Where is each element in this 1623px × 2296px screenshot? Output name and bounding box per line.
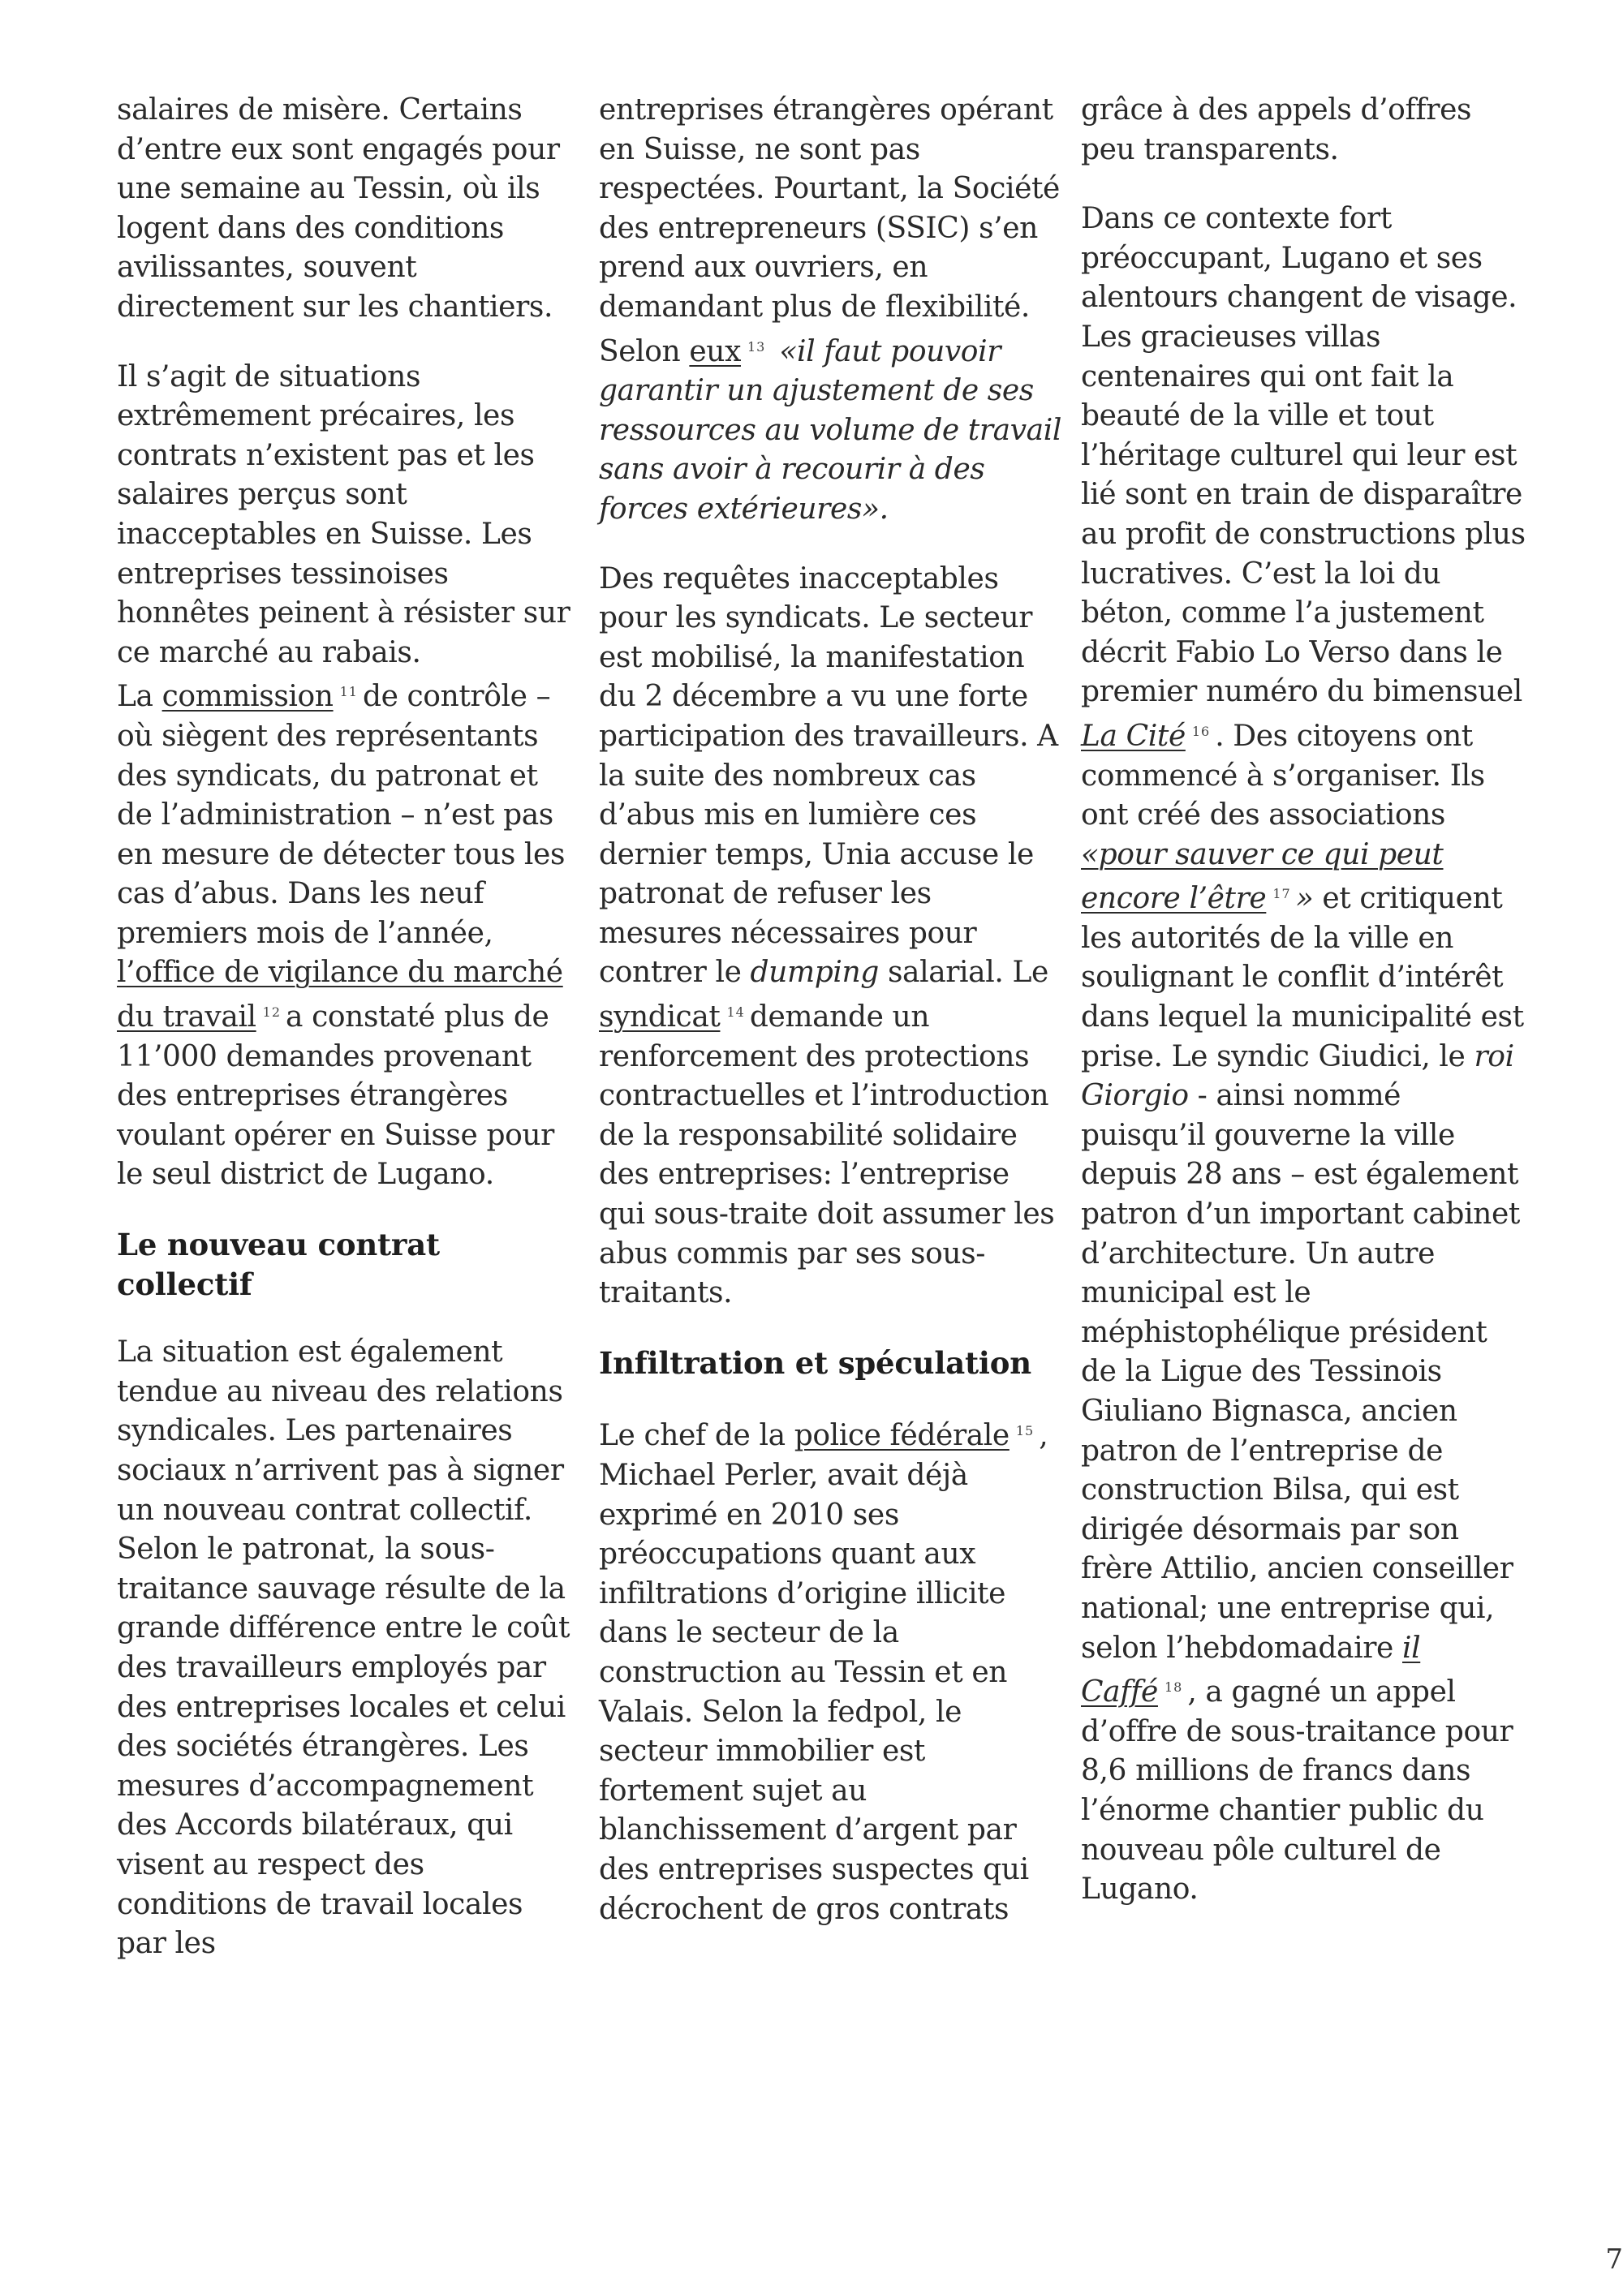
paragraph: salaires de misère. Certains d’entre eux sont engagés pour une semaine au Tessin, où ils logent dans des conditions avilissantes, souvent directement sur les chantiers.	[117, 93, 560, 324]
footnote-marker[interactable]: 16	[1191, 723, 1211, 739]
footnote-marker[interactable]: 11	[339, 684, 358, 700]
paragraph	[1081, 200, 1531, 1910]
column-2	[599, 91, 1061, 1959]
paragraph-text: La	[117, 680, 153, 714]
paragraph-text: , a gagné un appel d’offre de sous-traitance pour 8,6 millions de francs dans l’énorme chantier public du nouveau pôle culturel de Lugano.	[1081, 1675, 1513, 1907]
section-heading: Le nouveau contrat collectif	[117, 1227, 440, 1302]
paragraph	[117, 358, 571, 1195]
police-federale-link[interactable]: police fédérale	[794, 1419, 1010, 1453]
quote-text: «pour sauver ce qui peut encore l’être	[1081, 837, 1444, 916]
paragraph-text: Des requêtes inacceptables pour les syndicats. Le secteur est mobilisé, la manifestation du 2 décembre a vu une forte participation des travailleurs. A la suite des nombreux cas d’abus mis en lumière ces dernier temps, Unia accuse le patronat de refuser les mesures nécessaires pour contrer le	[599, 561, 1058, 990]
quote-end: »	[1295, 882, 1314, 916]
paragraph	[599, 1412, 1061, 1929]
paragraph: La situation est également tendue au niveau des relations syndicales. Les partenaires sociaux n’arrivent pas à signer un nouveau contrat collectif. Selon le patronat, la sous-traitance sauvage résulte de la grande différence entre le coût des travailleurs employés par des entreprises locales et celui des sociétés étrangères. Les mesures d’accompagnement des Accords bilatéraux, qui visent au respect des conditions de travail locales par les	[117, 1335, 570, 1961]
paragraph	[599, 91, 1061, 530]
paragraph-text: Il s’agit de situations extrêmement précaires, les contrats n’existent pas et les salaires perçus sont inacceptables en Suisse. Les entreprises tessinoises honnêtes peinent à résister sur ce marché au rabais.	[117, 359, 570, 669]
footnote-marker[interactable]: 14	[726, 1004, 745, 1021]
footnote-marker[interactable]: 12	[262, 1004, 282, 1021]
paragraph-text: a constaté plus de 11’000 demandes provenant des entreprises étrangères voulant opérer en Suisse pour le seul district de Lugano.	[117, 1000, 554, 1192]
emphasis-text: dumping	[750, 956, 879, 990]
column-3	[1081, 91, 1531, 1940]
paragraph-text: et critiquent les autorités de la ville en soulignant le conflit d’intérêt dans lequel la municipalité est prise. Le syndic Giudici, le	[1081, 882, 1524, 1073]
paragraph-text: - ainsi nommé puisqu’il gouverne la ville depuis 28 ans – est également patron d’un important cabinet d’architecture. Un autre municipal est le méphistophélique président de la Ligue des Tessinois Giuliano Bignasca, ancien patron de l’entreprise de construction Bilsa, qui est dirigée désormais par son frère Attilio, ancien conseiller national; une entreprise qui, selon l’hebdomadaire	[1081, 1079, 1520, 1665]
eux-link[interactable]: eux	[689, 334, 741, 368]
section-heading: Infiltration et spéculation	[599, 1344, 1031, 1381]
paragraph	[599, 560, 1061, 1314]
quote-text: «il faut pouvoir garantir un ajustement de ses ressources au volume de travail sans avoir à recourir à des forces extérieures».	[599, 334, 1061, 526]
paragraph-text: demande un renforcement des protections contractuelles et l’introduction de la responsabilité solidaire des entreprises: l’entreprise qui sous-traite doit assumer les abus commis par ses sous-traitants.	[599, 1000, 1055, 1310]
paragraph-text: de contrôle – où siègent des représentants des syndicats, du patronat et de l’administration – n’est pas en mesure de détecter tous les cas d’abus. Dans les neuf premiers mois de l’année,	[117, 680, 566, 950]
paragraph-text: Dans ce contexte fort préoccupant, Lugano et ses alentours changent de visage. Les gracieuses villas centenaires qui ont fait la beauté de la ville et tout l’héritage culturel qui leur est lié sont en train de disparaître au profit de constructions plus lucratives. C’est la loi du béton, comme l’a justement décrit Fabio Lo Verso dans le premier numéro du bimensuel	[1081, 202, 1526, 709]
page-number: 7	[1605, 2243, 1623, 2276]
il-caffe-title: il Caffé	[1081, 1631, 1421, 1709]
paragraph-text: . Des citoyens ont commencé à s’organiser. Ils ont créé des associations	[1081, 719, 1485, 832]
footnote-marker[interactable]: 17	[1272, 886, 1291, 902]
syndicat-link[interactable]: syndicat	[599, 1000, 721, 1034]
footnote-marker[interactable]: 13	[747, 338, 766, 355]
footnote-marker[interactable]: 18	[1164, 1679, 1183, 1696]
office-vigilance-link[interactable]: l’office de vigilance du marché du travail	[117, 956, 563, 1034]
paragraph-text: Le chef de la	[599, 1419, 786, 1453]
emphasis-text: roi Giorgio	[1081, 1039, 1514, 1113]
commission-link[interactable]: commission	[161, 680, 334, 714]
paragraph-text: salarial. Le	[887, 956, 1048, 990]
paragraph-text: entreprises étrangères opérant en Suisse, ne sont pas respectées. Pourtant, la Société des entrepreneurs (SSIC) s’en prend aux ouvriers, en demandant plus de flexibilité. Selon	[599, 93, 1060, 368]
paragraph-text: , Michael Perler, avait déjà exprimé en 2010 ses préoccupations quant aux infiltrations d’origine illicite dans le secteur de la construction au Tessin et en Valais. Selon la fedpol, le secteur immobilier est fortement sujet au blanchissement d’argent par des entreprises suspectes qui décrochent de gros contrats	[599, 1419, 1048, 1926]
footnote-marker[interactable]: 15	[1015, 1423, 1035, 1439]
column-1	[117, 91, 571, 1994]
la-cite-link[interactable]	[1081, 720, 1186, 753]
paragraph: grâce à des appels d’offres peu transparents.	[1081, 93, 1472, 166]
la-cite-title: La Cité	[1081, 719, 1186, 753]
